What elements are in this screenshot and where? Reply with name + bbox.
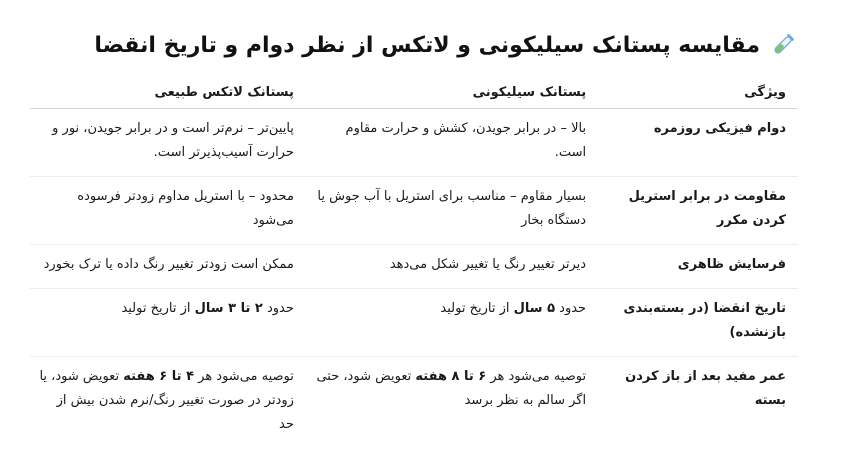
- silicone-cell: [306, 289, 598, 357]
- silicone-cell: بالا – در برابر جویدن، کشش و حرارت مقاوم است.: [306, 109, 598, 177]
- silicone-expiry-prefix: حدود: [559, 301, 587, 316]
- latex-cell: پایین‌تر – نرم‌تر است و در برابر جویدن، نور و حرارت آسیب‌پذیرتر است.: [30, 109, 306, 177]
- latex-lifespan-suffix: تعویض شود، یا زودتر در صورت تغییر رنگ/نرم شدن بیش از حد: [39, 369, 294, 432]
- latex-cell: [30, 357, 306, 446]
- silicone-lifespan-prefix: توصیه می‌شود هر: [490, 369, 587, 384]
- silicone-cell: دیرتر تغییر رنگ یا تغییر شکل می‌دهد: [306, 245, 598, 289]
- page-title-row: [94, 28, 796, 62]
- table-header-row: [30, 78, 798, 109]
- feature-cell: عمر مفید بعد از باز کردن بسته: [625, 369, 786, 408]
- latex-lifespan-value: ۴ تا ۶ هفته: [123, 369, 194, 384]
- table-row: [30, 245, 798, 289]
- latex-cell: [30, 289, 306, 357]
- feature-cell: تاریخ انقضا (در بسته‌بندی بازنشده): [598, 289, 798, 357]
- feature-cell: فرسایش ظاهری: [598, 245, 798, 289]
- test-tube-icon: [770, 32, 796, 58]
- silicone-expiry-suffix: از تاریخ تولید: [440, 301, 510, 316]
- latex-cell: محدود – با استریل مداوم زودتر فرسوده می‌شود: [30, 177, 306, 245]
- table-row: [30, 109, 798, 177]
- silicone-cell: [306, 357, 598, 446]
- header-silicone: پستانک سیلیکونی: [306, 78, 598, 109]
- feature-cell: دوام فیزیکی روزمره: [598, 109, 798, 177]
- silicone-expiry-value: ۵ سال: [513, 301, 556, 316]
- table-row: [30, 357, 798, 446]
- table-row: [30, 177, 798, 245]
- silicone-cell: بسیار مقاوم – مناسب برای استریل با آب جوش یا دستگاه بخار: [306, 177, 598, 245]
- feature-cell: مقاومت در برابر استریل کردن مکرر: [598, 177, 798, 245]
- table-row: [30, 289, 798, 357]
- header-feature: ویژگی: [598, 78, 798, 109]
- latex-expiry-prefix: حدود: [266, 301, 294, 316]
- comparison-table: [30, 78, 798, 445]
- latex-lifespan-prefix: توصیه می‌شود هر: [198, 369, 294, 384]
- silicone-lifespan-suffix: تعویض شود، حتی اگر سالم به نظر برسد: [316, 369, 587, 408]
- latex-cell: ممکن است زودتر تغییر رنگ داده یا ترک بخورد: [30, 245, 306, 289]
- silicone-lifespan-value: ۶ تا ۸ هفته: [415, 369, 487, 384]
- page-title: مقایسه پستانک سیلیکونی و لاتکس از نظر دوام و تاریخ انقضا: [94, 32, 760, 58]
- latex-expiry-suffix: از تاریخ تولید: [121, 301, 191, 316]
- header-latex: پستانک لاتکس طبیعی: [30, 78, 306, 109]
- latex-expiry-value: ۲ تا ۳ سال: [194, 301, 263, 316]
